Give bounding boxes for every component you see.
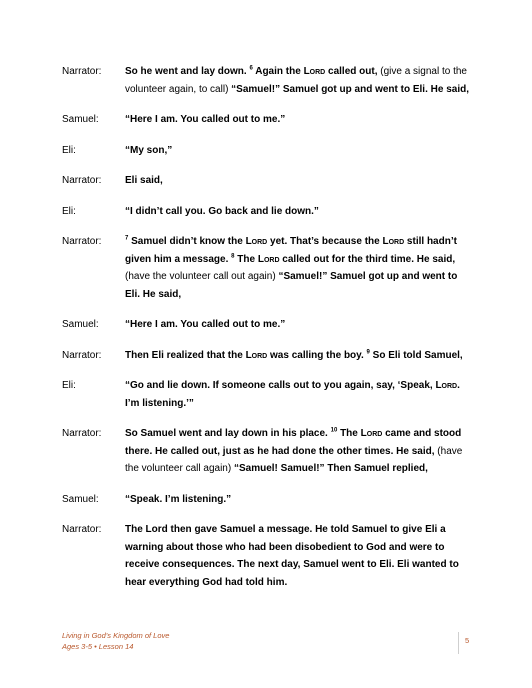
script-body [62, 63, 472, 591]
dialogue-segment: Lord [303, 66, 326, 77]
dialogue-segment: “I didn’t call you. Go back and lie down.” [125, 205, 319, 217]
dialogue-segment: Lord [245, 349, 268, 361]
dialogue-segment: yet. That’s because the [267, 236, 383, 247]
dialogue-text [125, 233, 472, 303]
dialogue-segment: Again the [252, 66, 304, 77]
verse-number: 7 [125, 235, 129, 242]
dialogue-text [125, 425, 472, 478]
dialogue-segment: Samuel didn’t know the [128, 236, 246, 247]
speaker-label: Samuel: [62, 319, 99, 330]
dialogue-segment: “Samuel! Samuel!” Then Samuel replied, [233, 463, 428, 474]
dialogue-text [125, 142, 472, 160]
dialogue-segment: “Samuel!” Samuel got up and went to Eli. He said, [125, 271, 458, 300]
stage-direction: (have the volunteer call out again) [125, 271, 279, 282]
dialogue-segment: So Eli told Samuel, [369, 349, 463, 361]
script-row [62, 111, 472, 129]
script-row [62, 521, 472, 591]
verse-number: 9 [366, 349, 370, 356]
dialogue-text [125, 63, 472, 98]
dialogue-segment: The [337, 428, 361, 439]
page-number: 5 [465, 636, 470, 645]
stage-direction: (give a signal to the volunteer again, to call) [125, 66, 467, 95]
dialogue-segment: came and stood there. He called out, just as he had done the other times. He said, [125, 428, 462, 457]
script-row [62, 233, 472, 303]
speaker-label: Narrator: [62, 236, 102, 247]
dialogue-segment: Lord [382, 236, 405, 247]
dialogue-segment: “Go and lie down. If someone calls out to you again, say, ‘Speak, [125, 380, 436, 391]
dialogue-segment: “Here I am. You called out to me.” [125, 114, 286, 125]
speaker-label: Narrator: [62, 524, 102, 535]
dialogue-text [125, 491, 472, 509]
script-row [62, 491, 472, 509]
dialogue-segment: Lord [257, 253, 280, 265]
speaker-label: Eli: [62, 144, 76, 156]
dialogue-segment: “Here I am. You called out to me.” [125, 319, 286, 330]
dialogue-segment: was calling the boy. [267, 349, 367, 361]
dialogue-segment: “My son,” [125, 144, 173, 156]
dialogue-segment: “Speak. I’m listening.” [125, 493, 232, 505]
dialogue-segment: So he went and lay down. [125, 66, 250, 77]
dialogue-text [125, 521, 472, 591]
speaker-label: Eli: [62, 205, 76, 217]
script-row [62, 203, 472, 221]
dialogue-text [125, 316, 472, 334]
speaker-label: Eli: [62, 380, 76, 391]
script-row [62, 63, 472, 98]
footer-lesson-label: Ages 3-5 • Lesson 14 [62, 641, 134, 651]
dialogue-segment: Lord [245, 236, 268, 247]
dialogue-text [125, 347, 472, 365]
footer-curriculum-title: Living in God’s Kingdom of Love [62, 631, 170, 640]
dialogue-segment: Lord [360, 428, 383, 439]
script-row [62, 172, 472, 190]
stage-direction: (have the volunteer call again) [125, 445, 463, 474]
script-row [62, 142, 472, 160]
footer-divider [458, 632, 459, 654]
speaker-label: Samuel: [62, 114, 99, 125]
dialogue-text [125, 111, 472, 129]
speaker-label: Narrator: [62, 175, 102, 186]
verse-number: 8 [231, 253, 235, 260]
script-row [62, 425, 472, 478]
dialogue-segment: Then Eli realized that the [125, 349, 246, 361]
dialogue-text [125, 172, 472, 190]
speaker-label: Samuel: [62, 493, 99, 505]
dialogue-segment: . I’m listening.’” [125, 380, 460, 409]
dialogue-text [125, 203, 472, 221]
verse-number: 10 [330, 427, 338, 434]
script-row [62, 316, 472, 334]
speaker-label: Narrator: [62, 66, 102, 77]
dialogue-segment: So Samuel went and lay down in his place. [125, 428, 331, 439]
script-row [62, 347, 472, 365]
dialogue-segment: “Samuel!” Samuel got up and went to Eli. He said, [231, 83, 469, 95]
dialogue-segment: The [234, 253, 258, 265]
dialogue-segment: Eli said, [125, 175, 163, 186]
speaker-label: Narrator: [62, 349, 102, 361]
dialogue-segment: called out for the third time. He said, [279, 253, 456, 265]
dialogue-segment: still hadn’t given him a message. [125, 236, 457, 265]
dialogue-text [125, 377, 472, 412]
footer-info [62, 631, 169, 652]
dialogue-segment: Lord [435, 380, 458, 391]
dialogue-segment: called out, [325, 66, 381, 77]
script-row [62, 377, 472, 412]
speaker-label: Narrator: [62, 428, 102, 439]
verse-number: 6 [249, 65, 253, 72]
dialogue-segment: The Lord then gave Samuel a message. He told Samuel to give Eli a warning about those who had been disobedient to God and were to receive consequences. The next day, Samuel went to Eli. Eli wanted to hear everything God had told him. [125, 524, 459, 588]
